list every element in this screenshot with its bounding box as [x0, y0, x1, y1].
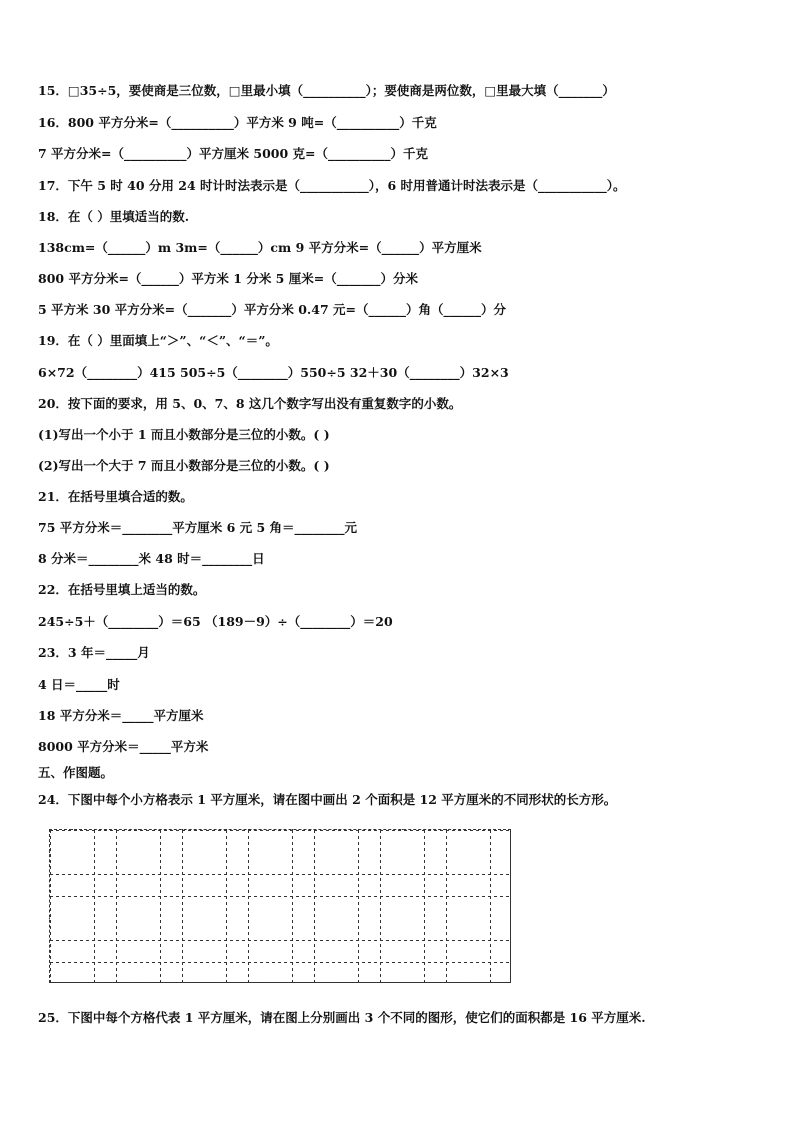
question-21-line2: 8 分米＝________米 48 时＝________日	[38, 551, 265, 566]
question-23-line2: 18 平方分米＝_____平方厘米	[38, 708, 204, 723]
question-18-line2: 800 平方分米=（______）平方米 1 分米 5 厘米=（_______）分米	[38, 271, 418, 286]
question-20-part2: (2)写出一个大于 7 而且小数部分是三位的小数。( )	[38, 458, 330, 473]
section-5-heading: 五、作图题。	[38, 765, 114, 780]
question-18: 18．在（ ）里填适当的数.	[38, 209, 190, 224]
question-16-line2: 7 平方分米=（__________）平方厘米 5000 克=（__________）千克	[38, 146, 428, 161]
question-15: 15．□35÷5，要使商是三位数，□里最小填（__________）；要使商是两位数，□里最大填（_______）	[38, 83, 615, 98]
question-22-line1: 245÷5＋（________）＝65 （189－9）÷（________）＝20	[38, 614, 393, 629]
question-18-line1: 138cm=（______）m 3m=（______）cm 9 平方分米=（______）平方厘米	[38, 240, 482, 255]
question-16-line1: 16．800 平方分米=（__________）平方米 9 吨=（__________）千克	[38, 115, 437, 130]
question-21-line1: 75 平方分米＝________平方厘米 6 元 5 角＝________元	[38, 520, 358, 535]
question-19-line1: 6×72（________）415 505÷5（________）550÷5 32＋30（________）32×3	[38, 365, 509, 380]
question-25: 25．下图中每个方格代表 1 平方厘米，请在图上分别画出 3 个不同的图形，使它们的面积都是 16 平方厘米.	[38, 1010, 646, 1025]
question-19: 19．在（ ）里面填上“＞”、“＜”、“＝”。	[38, 333, 278, 348]
question-23-line3: 8000 平方分米＝_____平方米	[38, 739, 209, 754]
question-22: 22．在括号里填上适当的数。	[38, 582, 206, 597]
question-18-line3: 5 平方米 30 平方分米=（_______）平方分米 0.47 元=（______）角（______）分	[38, 302, 506, 317]
question-24: 24．下图中每个小方格表示 1 平方厘米，请在图中画出 2 个面积是 12 平方厘米的不同形状的长方形。	[38, 792, 617, 807]
question-23-line1: 4 日＝_____时	[38, 677, 120, 692]
question-20: 20．按下面的要求，用 5、0、7、8 这几个数字写出没有重复数字的小数。	[38, 396, 462, 411]
question-21: 21．在括号里填合适的数。	[38, 489, 193, 504]
question-17: 17．下午 5 时 40 分用 24 时计时法表示是（___________），6 时用普通计时法表示是（___________）。	[38, 178, 626, 193]
question-23: 23．3 年＝_____月	[38, 645, 150, 660]
drawing-grid[interactable]	[49, 829, 511, 983]
question-20-part1: (1)写出一个小于 1 而且小数部分是三位的小数。( )	[38, 427, 330, 442]
